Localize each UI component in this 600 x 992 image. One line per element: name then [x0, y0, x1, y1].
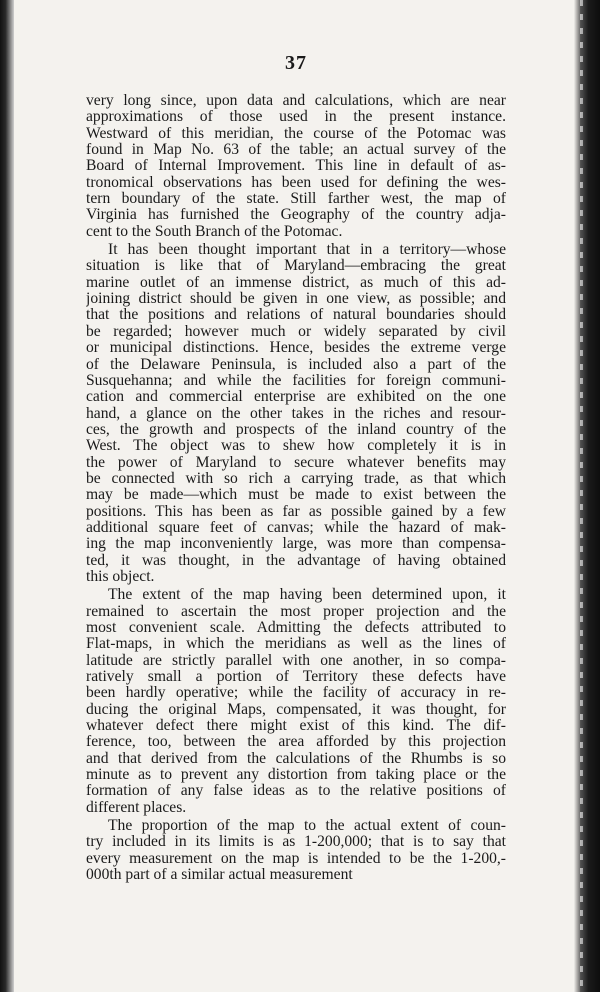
- text-line: may be made—which must be made to exist between the: [86, 487, 506, 504]
- text-line: try included in its limits is as 1-200,000; that is to say that: [86, 834, 506, 851]
- text-line: Board of Internal Improvement. This line in default of as-: [86, 158, 506, 175]
- text-line: It has been thought important that in a territory—whose: [108, 242, 506, 259]
- text-line: found in Map No. 63 of the table; an actual survey of the: [86, 142, 506, 159]
- text-line: approximations of those used in the present instance.: [86, 109, 506, 126]
- text-line: Virginia has furnished the Geography of the country adja-: [86, 207, 506, 224]
- text-line: ratively small a portion of Territory these defects have: [86, 669, 506, 686]
- paragraph: [86, 242, 506, 585]
- text-line: that the positions and relations of natural boundaries should: [86, 307, 506, 324]
- text-line: been hardly operative; while the facility of accuracy in re-: [86, 685, 506, 702]
- text-line: cent to the South Branch of the Potomac.: [86, 223, 343, 240]
- text-line: and that derived from the calculations of the Rhumbs is so: [86, 750, 506, 767]
- text-line: situation is like that of Maryland—embracing the great: [86, 258, 506, 275]
- text-line: remained to ascertain the most proper projection and the: [86, 603, 506, 620]
- scan-left-edge: [0, 0, 14, 992]
- paragraph: [86, 818, 506, 883]
- text-line: this object.: [86, 568, 155, 585]
- paragraph: [86, 93, 506, 240]
- text-line: tronomical observations has been used for defining the wes-: [86, 174, 506, 191]
- page-number: 37: [285, 52, 307, 74]
- text-line: tern boundary of the state. Still farther west, the map of: [86, 191, 506, 208]
- text-line: the power of Maryland to secure whatever benefits may: [86, 454, 506, 471]
- text-line: joining district should be given in one view, as possible; and: [86, 291, 506, 308]
- text-line: cation and commercial enterprise are exhibited on the one: [86, 389, 506, 406]
- paragraph: [86, 587, 506, 816]
- text-line: formation of any false ideas as to the relative positions of: [86, 783, 506, 800]
- text-line: ing the map inconveniently large, was more than compensa-: [86, 536, 506, 553]
- text-line: additional square feet of canvas; while the hazard of mak-: [86, 519, 506, 536]
- body-text: [86, 93, 506, 884]
- text-line: ference, too, between the area afforded by this projection: [86, 734, 506, 751]
- text-line: West. The object was to shew how completely it is in: [86, 438, 506, 455]
- text-line: be regarded; however much or widely separated by civil: [86, 323, 506, 340]
- text-line: ducing the original Maps, compensated, it was thought, for: [86, 701, 506, 718]
- text-line: whatever defect there might exist of this kind. The dif-: [86, 718, 506, 735]
- text-line: very long since, upon data and calculations, which are near: [86, 93, 506, 109]
- scan-right-edge: [574, 0, 600, 992]
- text-line: 000th part of a similar actual measurement: [86, 867, 353, 884]
- document-page: [86, 52, 506, 884]
- text-line: The proportion of the map to the actual extent of coun-: [108, 818, 506, 835]
- text-line: of the Delaware Peninsula, is included also a part of the: [86, 356, 506, 373]
- text-line: ces, the growth and prospects of the inland country of the: [86, 421, 506, 438]
- text-line: ted, it was thought, in the advantage of having obtained: [86, 552, 506, 569]
- text-line: positions. This has been as far as possible gained by a few: [86, 503, 506, 520]
- text-line: marine outlet of an immense district, as much of this ad-: [86, 274, 506, 291]
- text-line: or municipal distinctions. Hence, besides the extreme verge: [86, 340, 506, 357]
- text-line: most convenient scale. Admitting the defects attributed to: [86, 620, 506, 636]
- text-line: Flat-maps, in which the meridians as well as the lines of: [86, 636, 506, 653]
- text-line: every measurement on the map is intended to be the 1-200,-: [86, 850, 506, 867]
- text-line: latitude are strictly parallel with one another, in so compa-: [86, 652, 506, 669]
- text-line: Westward of this meridian, the course of the Potomac was: [86, 125, 506, 142]
- text-line: hand, a glance on the other takes in the riches and resour-: [86, 405, 506, 422]
- text-line: The extent of the map having been determined upon, it: [108, 587, 506, 604]
- text-line: Susquehanna; and while the facilities for foreign communi-: [86, 372, 506, 389]
- text-line: different places.: [86, 799, 187, 816]
- text-line: be connected with so rich a carrying trade, as that which: [86, 470, 506, 487]
- text-line: minute as to prevent any distortion from taking place or the: [86, 767, 506, 784]
